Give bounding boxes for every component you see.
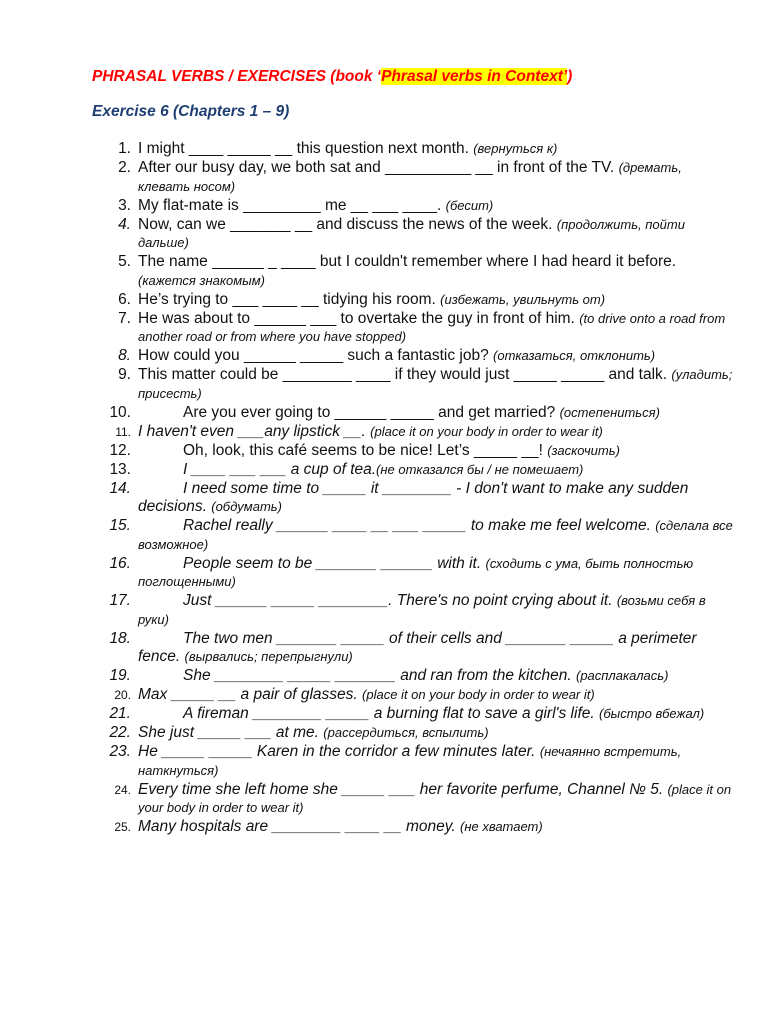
exercise-item: [0, 310, 768, 347]
exercise-item: [0, 423, 768, 442]
exercise-item: [0, 705, 768, 724]
item-text: The two men _______ _____ of their cells and _______ _____ a perimeter fence.: [138, 629, 697, 665]
exercise-item: [0, 818, 768, 837]
item-number: 14.: [109, 479, 131, 497]
exercise-item: [0, 291, 768, 310]
exercise-item: [0, 159, 768, 196]
item-text: People seem to be _______ ______ with it.: [183, 554, 482, 572]
exercise-item: [0, 442, 768, 461]
exercise-list: [0, 140, 768, 837]
item-text: My flat-mate is _________ me __ ___ ____.: [138, 196, 442, 214]
title-part-2: ): [567, 68, 573, 85]
item-hint: (не отказался бы / не помешает): [376, 461, 584, 477]
item-number: 1.: [118, 140, 131, 157]
title-part-1: PHRASAL VERBS / EXERCISES (book ‘: [92, 68, 382, 85]
item-number: 7.: [118, 309, 131, 327]
item-number: 15.: [109, 517, 131, 534]
exercise-item: [0, 630, 768, 667]
item-hint: (place it on your body in order to wear it): [362, 687, 595, 702]
item-hint: (place it on your body in order to wear it): [138, 781, 732, 815]
exercise-item: [0, 461, 768, 480]
item-hint: (сделала все возможное): [138, 518, 733, 552]
item-number: 19.: [109, 667, 131, 684]
exercise-item: [0, 216, 768, 253]
item-hint: (обдумать): [211, 499, 282, 514]
exercise-item: [0, 724, 768, 743]
item-hint: (быстро вбежал): [599, 706, 705, 721]
item-text: Are you ever going to ______ _____ and get married?: [183, 403, 556, 421]
item-hint: (нечаянно встретить, наткнуться): [138, 744, 682, 778]
item-number: 21.: [109, 705, 131, 722]
item-text: He’s trying to ___ ____ __ tidying his room.: [138, 290, 436, 308]
item-text: Just ______ _____ ________. There's no point crying about it.: [183, 592, 613, 609]
item-text: A fireman ________ _____ a burning flat to save a girl's life.: [183, 705, 595, 722]
item-number: 20.: [114, 688, 131, 702]
item-text: Now, can we _______ __ and discuss the news of the week.: [138, 215, 553, 233]
item-hint: (возьми себя в руки): [138, 593, 706, 627]
document-title: [92, 68, 572, 86]
item-hint: (расплакалась): [575, 668, 669, 683]
item-text: This matter could be ________ ____ if they would just _____ _____ and talk.: [138, 366, 668, 383]
item-number: 17.: [109, 592, 131, 609]
item-text: I ____ ___ ___ a cup of tea.: [183, 460, 377, 478]
item-number: 16.: [109, 554, 131, 572]
item-number: 3.: [118, 196, 131, 214]
item-number: 8.: [118, 347, 131, 364]
item-text: He was about to ______ ___ to overtake the guy in front of him.: [138, 309, 575, 327]
item-text: Every time she left home she _____ ___ her favorite perfume, Channel № 5.: [138, 780, 664, 798]
item-number: 10.: [109, 403, 131, 421]
item-text: Rachel really ______ ____ __ ___ _____ to make me feel welcome.: [183, 517, 651, 534]
exercise-item: [0, 366, 768, 403]
exercise-item: [0, 480, 768, 517]
exercise-item: [0, 140, 768, 159]
exercise-item: [0, 197, 768, 216]
item-hint: (to drive onto a road from another road or from where you have stopped): [138, 310, 726, 344]
exercise-item: [0, 253, 768, 290]
item-number: 23.: [109, 743, 131, 760]
exercise-heading: Exercise 6 (Chapters 1 – 9): [92, 103, 290, 120]
exercise-item: [0, 743, 768, 780]
item-number: 9.: [118, 366, 131, 383]
item-number: 11.: [115, 424, 131, 439]
item-text: How could you ______ _____ such a fantastic job?: [138, 347, 489, 364]
item-number: 2.: [118, 159, 131, 176]
exercise-item: [0, 517, 768, 554]
exercise-item: [0, 347, 768, 366]
item-hint: (продолжить, пойти дальше): [138, 216, 685, 250]
item-hint: (уладить; присесть): [138, 367, 733, 401]
exercise-item: [0, 404, 768, 423]
item-text: I haven't even ___any lipstick __.: [138, 422, 366, 440]
item-hint: (place it on your body in order to wear it): [370, 423, 603, 439]
item-hint: (вернуться к): [473, 141, 558, 156]
item-number: 24.: [114, 782, 131, 797]
item-text: Oh, look, this café seems to be nice! Let’s _____ __!: [183, 441, 543, 459]
item-number: 12.: [109, 441, 131, 459]
item-hint: (бесит): [445, 197, 494, 213]
exercise-item: [0, 667, 768, 686]
item-text: He _____ _____ Karen in the corridor a few minutes later.: [138, 743, 536, 760]
item-text: Max _____ __ a pair of glasses.: [138, 686, 358, 703]
exercise-item: [0, 592, 768, 629]
item-hint: (дремать, клевать носом): [138, 160, 682, 194]
item-hint: (избежать, увильнуть от): [440, 291, 606, 307]
item-text: She ________ _____ _______ and ran from the kitchen.: [183, 667, 572, 684]
exercise-item: [0, 686, 768, 705]
item-number: 5.: [118, 253, 131, 270]
item-text: After our busy day, we both sat and __________ __ in front of the TV.: [138, 159, 615, 176]
item-hint: (вырвались; перепрыгнули): [184, 649, 353, 664]
item-hint: (не хватает): [460, 819, 543, 834]
item-hint: (рассердиться, вспылить): [323, 725, 489, 740]
item-text: I might ____ _____ __ this question next month.: [138, 140, 469, 157]
exercise-item: [0, 555, 768, 592]
item-hint: (остепениться): [559, 404, 660, 420]
title-highlight: Phrasal verbs in Context’: [381, 68, 568, 85]
item-number: 25.: [114, 820, 131, 834]
item-hint: (отказаться, отклонить): [493, 348, 656, 363]
item-text: I need some time to _____ it ________ - I don't want to make any sudden decisions.: [138, 479, 689, 515]
item-number: 13.: [109, 460, 131, 478]
item-hint: (кажется знакомым): [138, 272, 265, 288]
item-number: 22.: [109, 724, 131, 741]
item-number: 4.: [118, 215, 131, 233]
item-text: She just _____ ___ at me.: [138, 724, 319, 741]
item-hint: (сходить с ума, быть полностью поглощенными): [138, 555, 694, 589]
item-text: The name ______ _ ____ but I couldn't remember where I had heard it before.: [138, 253, 677, 270]
item-hint: (заскочить): [547, 442, 620, 458]
item-text: Many hospitals are ________ ____ __ money.: [138, 818, 456, 835]
item-number: 6.: [118, 290, 131, 308]
item-number: 18.: [109, 629, 131, 647]
exercise-item: [0, 781, 768, 818]
